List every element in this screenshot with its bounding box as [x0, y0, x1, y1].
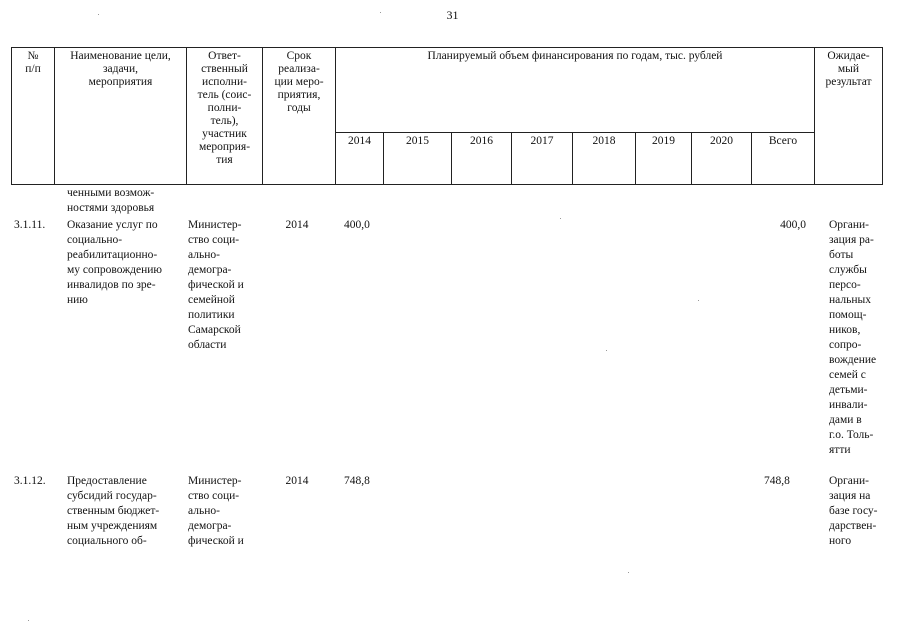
row-number: 3.1.11.	[14, 219, 46, 231]
scan-speck	[606, 350, 607, 351]
header-year-2014: 2014	[336, 132, 384, 184]
header-name	[55, 48, 187, 185]
row-responsible: Министер- ство соци- ально- демогра- фической и семейной политики Самарской области	[188, 219, 244, 351]
row-result: Органи- зация на базе госу- дарствен- ного	[829, 475, 878, 547]
header-num-text: № п/п	[25, 50, 41, 75]
header-year-2020: 2020	[692, 132, 752, 184]
row-name: Предоставление субсидий государ- ственным бюджет- ным учреждениям социального об-	[67, 475, 160, 547]
header-term-text: Срок реализа- ции меро- приятия, годы	[274, 50, 324, 114]
page-number: 31	[446, 8, 459, 22]
header-year-2016: 2016	[452, 132, 512, 184]
header-year-2018: 2018	[573, 132, 636, 184]
header-funding	[336, 48, 815, 133]
row-value-2014: 400,0	[344, 219, 370, 231]
header-term	[263, 48, 336, 185]
scan-speck	[560, 218, 561, 219]
header-year-2019: 2019	[636, 132, 692, 184]
scan-speck	[628, 572, 629, 573]
row-result: Органи- зация ра- боты службы персо- нальных помощ- ников, сопро- вождение семей с детьми- инвали- дами в г.о. Толь- ятти	[829, 219, 877, 456]
row-value-2014: 748,8	[344, 475, 370, 487]
continuation-text: ченными возмож- ностями здоровья	[67, 187, 155, 214]
scan-speck	[698, 300, 699, 301]
header-total: Всего	[752, 132, 815, 184]
row-total: 400,0	[780, 219, 806, 231]
header-year-2017: 2017	[512, 132, 573, 184]
header-responsible	[187, 48, 263, 185]
table-header	[11, 47, 883, 185]
scan-speck	[380, 12, 381, 13]
header-result-text: Ожидае- мый результат	[825, 50, 872, 88]
header-funding-text: Планируемый объем финансирования по годам, тыс. рублей	[427, 50, 723, 62]
header-num	[12, 48, 55, 185]
header-year-2015: 2015	[384, 132, 452, 184]
scan-speck	[98, 14, 99, 15]
header-result	[815, 48, 883, 185]
row-name: Оказание услуг по социально- реабилитационно- му сопровождению инвалидов по зре- нию	[67, 219, 163, 306]
header-name-text: Наименование цели, задачи, мероприятия	[70, 50, 171, 88]
scan-speck	[28, 620, 29, 621]
row-total: 748,8	[764, 475, 790, 487]
header-responsible-text: Ответ- ственный исполни- тель (соис- полни- тель), участник мероприя- тия	[197, 50, 252, 166]
row-number: 3.1.12.	[14, 475, 46, 487]
row-term: 2014	[285, 475, 309, 487]
row-responsible: Министер- ство соци- ально- демогра- фической и	[188, 475, 244, 547]
row-term: 2014	[285, 219, 309, 231]
